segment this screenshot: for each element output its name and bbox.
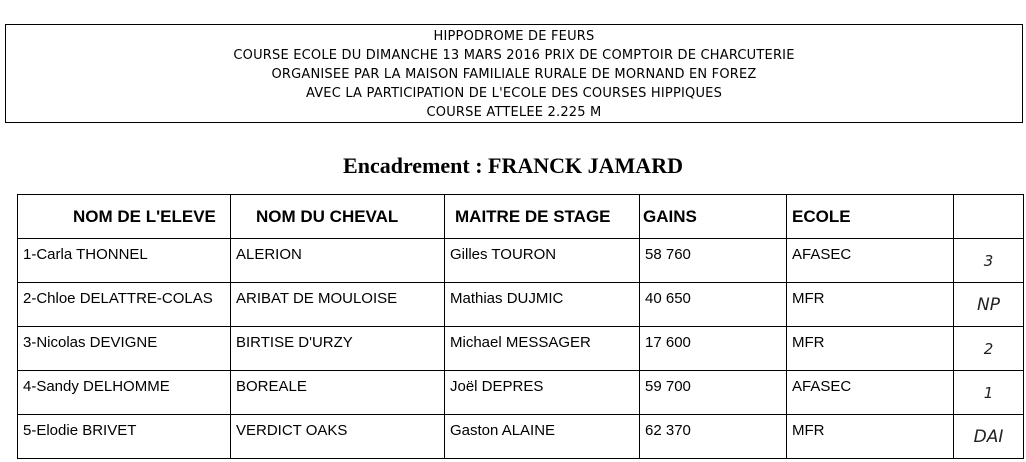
cell-eleve: 1-Carla THONNEL [18, 239, 231, 283]
cell-maitre: Mathias DUJMIC [445, 283, 640, 327]
col-header-eleve: NOM DE L'ELEVE [18, 195, 231, 239]
cell-gains: 40 650 [640, 283, 787, 327]
col-header-result [954, 195, 1024, 239]
table-header-row [18, 195, 1024, 239]
cell-ecole: MFR [787, 415, 954, 459]
header-line-participation: AVEC LA PARTICIPATION DE L'ECOLE DES COURSES HIPPIQUES [305, 86, 723, 101]
cell-ecole: AFASEC [787, 371, 954, 415]
header-line-organizer: ORGANISEE PAR LA MAISON FAMILIALE RURALE DE MORNAND EN FOREZ [271, 67, 757, 82]
cell-maitre: Joël DEPRES [445, 371, 640, 415]
cell-cheval: BOREALE [231, 371, 445, 415]
header-line-distance: COURSE ATTELEE 2.225 M [426, 105, 602, 120]
cell-ecole: MFR [787, 327, 954, 371]
table-row [18, 239, 1024, 283]
cell-ecole: AFASEC [787, 239, 954, 283]
cell-result-handwritten: 1 [954, 371, 1024, 415]
cell-ecole: MFR [787, 283, 954, 327]
cell-maitre: Gaston ALAINE [445, 415, 640, 459]
col-header-maitre: MAITRE DE STAGE [445, 195, 640, 239]
table-row [18, 327, 1024, 371]
cell-eleve: 4-Sandy DELHOMME [18, 371, 231, 415]
results-table [17, 194, 1024, 459]
cell-gains: 62 370 [640, 415, 787, 459]
cell-cheval: BIRTISE D'URZY [231, 327, 445, 371]
col-header-ecole: ECOLE [787, 195, 954, 239]
cell-result-handwritten: 3 [954, 239, 1024, 283]
col-header-gains: GAINS [640, 195, 787, 239]
cell-eleve: 3-Nicolas DEVIGNE [18, 327, 231, 371]
cell-eleve: 2-Chloe DELATTRE-COLAS [18, 283, 231, 327]
cell-gains: 58 760 [640, 239, 787, 283]
cell-cheval: ARIBAT DE MOULOISE [231, 283, 445, 327]
cell-maitre: Gilles TOURON [445, 239, 640, 283]
cell-gains: 59 700 [640, 371, 787, 415]
cell-maitre: Michael MESSAGER [445, 327, 640, 371]
table-row [18, 283, 1024, 327]
page-title: Encadrement : FRANCK JAMARD [343, 153, 683, 178]
cell-cheval: ALERION [231, 239, 445, 283]
table-row [18, 371, 1024, 415]
table-row [18, 415, 1024, 459]
cell-result-handwritten: DAI [954, 415, 1024, 459]
header-line-venue: HIPPODROME DE FEURS [433, 29, 595, 44]
cell-gains: 17 600 [640, 327, 787, 371]
cell-result-handwritten: NP [954, 283, 1024, 327]
header-line-race: COURSE ECOLE DU DIMANCHE 13 MARS 2016 PRIX DE COMPTOIR DE CHARCUTERIE [233, 48, 795, 63]
header-box [5, 24, 1023, 123]
col-header-cheval: NOM DU CHEVAL [231, 195, 445, 239]
cell-result-handwritten: 2 [954, 327, 1024, 371]
cell-cheval: VERDICT OAKS [231, 415, 445, 459]
cell-eleve: 5-Elodie BRIVET [18, 415, 231, 459]
